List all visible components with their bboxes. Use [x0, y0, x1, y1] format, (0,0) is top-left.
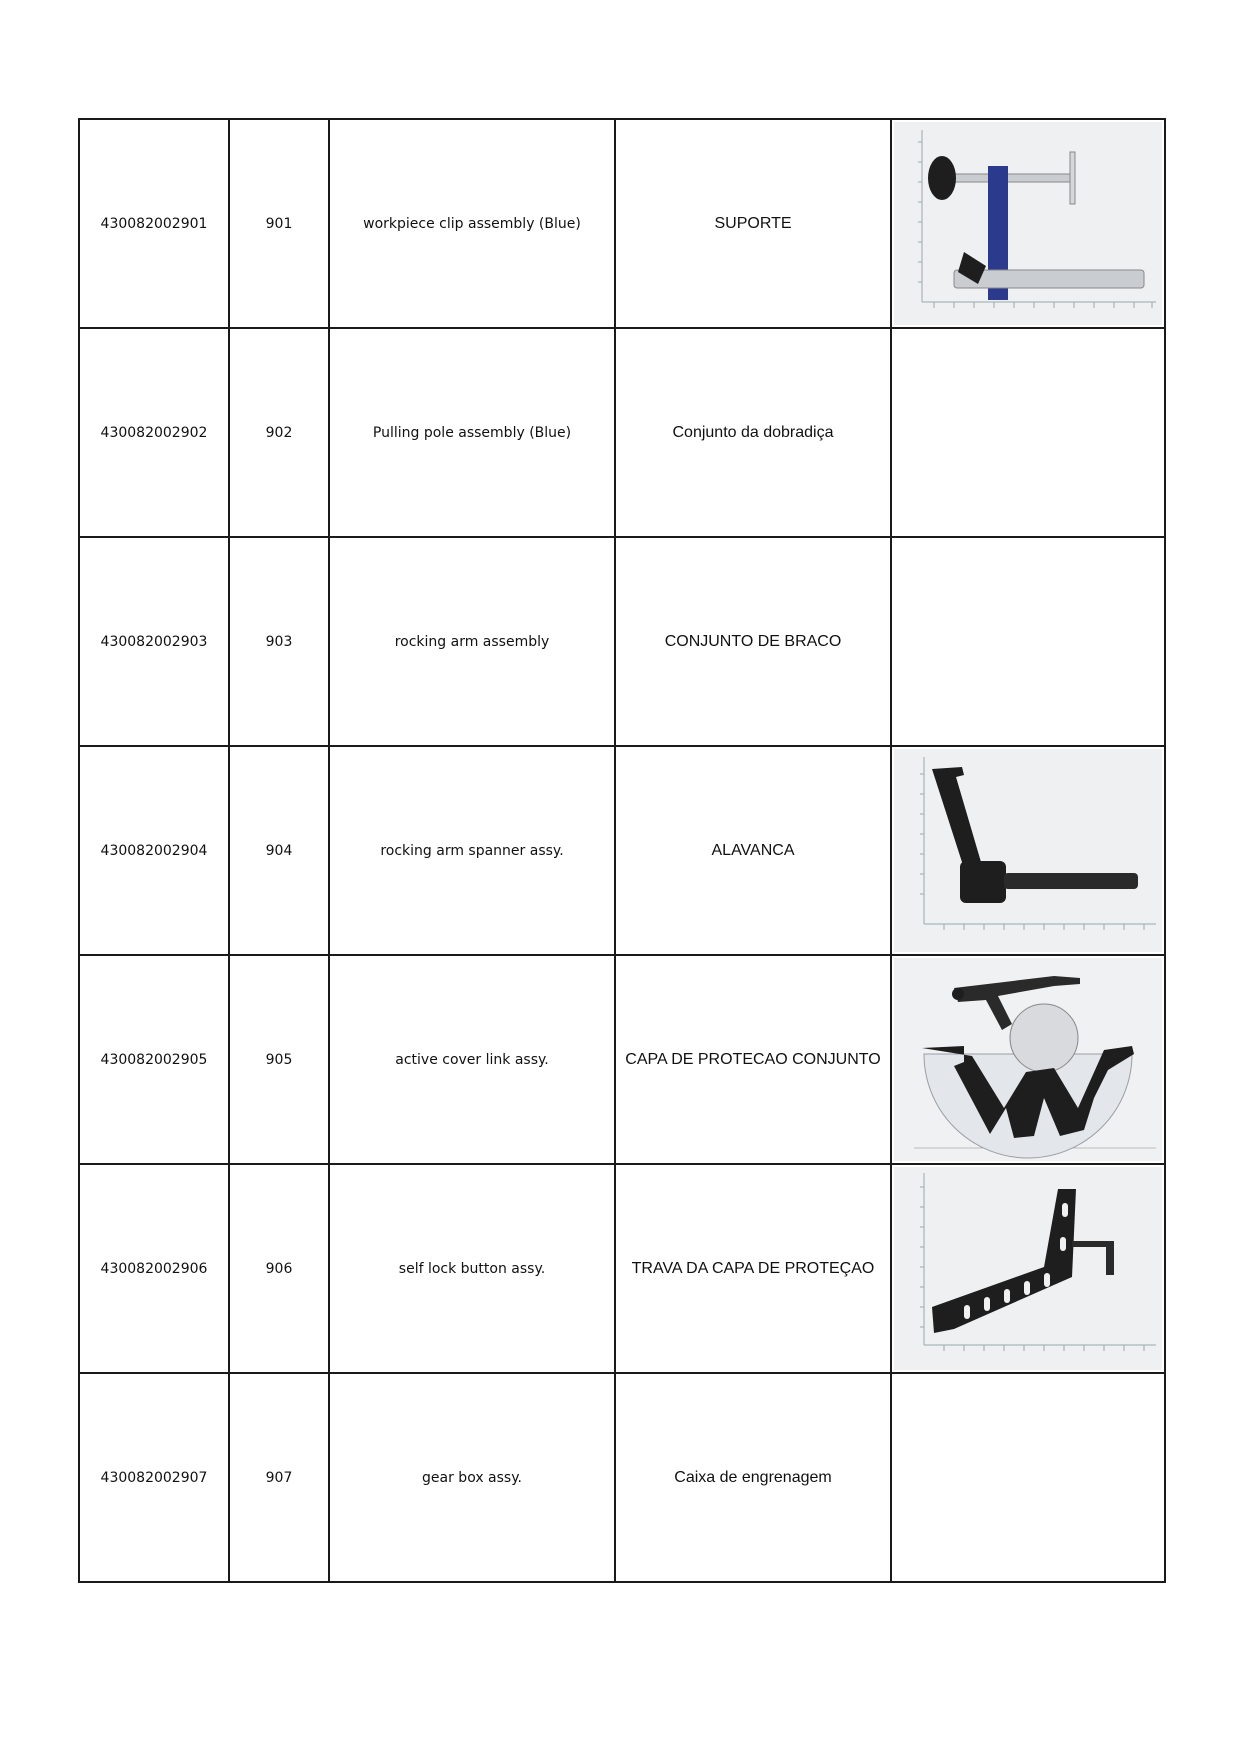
part-code: 430082002906 — [79, 1164, 229, 1373]
photo-cell — [891, 119, 1165, 328]
table-row — [79, 328, 1165, 537]
workpiece-clip-photo — [894, 122, 1162, 325]
part-code: 430082002903 — [79, 537, 229, 746]
table-row — [79, 119, 1165, 328]
photo-cell — [891, 537, 1165, 746]
description-pt: ALAVANCA — [615, 746, 891, 955]
photo-cell — [891, 746, 1165, 955]
table-row — [79, 746, 1165, 955]
table-row — [79, 1164, 1165, 1373]
photo-cell — [891, 1373, 1165, 1582]
photo-cell — [891, 328, 1165, 537]
photo-cell — [891, 955, 1165, 1164]
item-number: 904 — [229, 746, 329, 955]
description-en: workpiece clip assembly (Blue) — [329, 119, 615, 328]
description-pt: CONJUNTO DE BRACO — [615, 537, 891, 746]
part-code: 430082002902 — [79, 328, 229, 537]
part-code: 430082002907 — [79, 1373, 229, 1582]
rocking-arm-spanner-photo — [894, 749, 1162, 952]
table-row — [79, 537, 1165, 746]
description-pt: SUPORTE — [615, 119, 891, 328]
description-pt: Caixa de engrenagem — [615, 1373, 891, 1582]
item-number: 906 — [229, 1164, 329, 1373]
table-row — [79, 955, 1165, 1164]
description-en: Pulling pole assembly (Blue) — [329, 328, 615, 537]
item-number: 901 — [229, 119, 329, 328]
item-number: 907 — [229, 1373, 329, 1582]
parts-table — [78, 118, 1166, 1583]
active-cover-link-photo — [894, 958, 1162, 1161]
description-en: rocking arm assembly — [329, 537, 615, 746]
description-en: active cover link assy. — [329, 955, 615, 1164]
part-code: 430082002901 — [79, 119, 229, 328]
description-en: gear box assy. — [329, 1373, 615, 1582]
table-row — [79, 1373, 1165, 1582]
item-number: 905 — [229, 955, 329, 1164]
description-en: rocking arm spanner assy. — [329, 746, 615, 955]
part-code: 430082002904 — [79, 746, 229, 955]
item-number: 902 — [229, 328, 329, 537]
description-en: self lock button assy. — [329, 1164, 615, 1373]
part-code: 430082002905 — [79, 955, 229, 1164]
photo-cell — [891, 1164, 1165, 1373]
self-lock-button-photo — [894, 1167, 1162, 1370]
description-pt: TRAVA DA CAPA DE PROTEÇAO — [615, 1164, 891, 1373]
description-pt: Conjunto da dobradiça — [615, 328, 891, 537]
description-pt: CAPA DE PROTECAO CONJUNTO — [615, 955, 891, 1164]
item-number: 903 — [229, 537, 329, 746]
